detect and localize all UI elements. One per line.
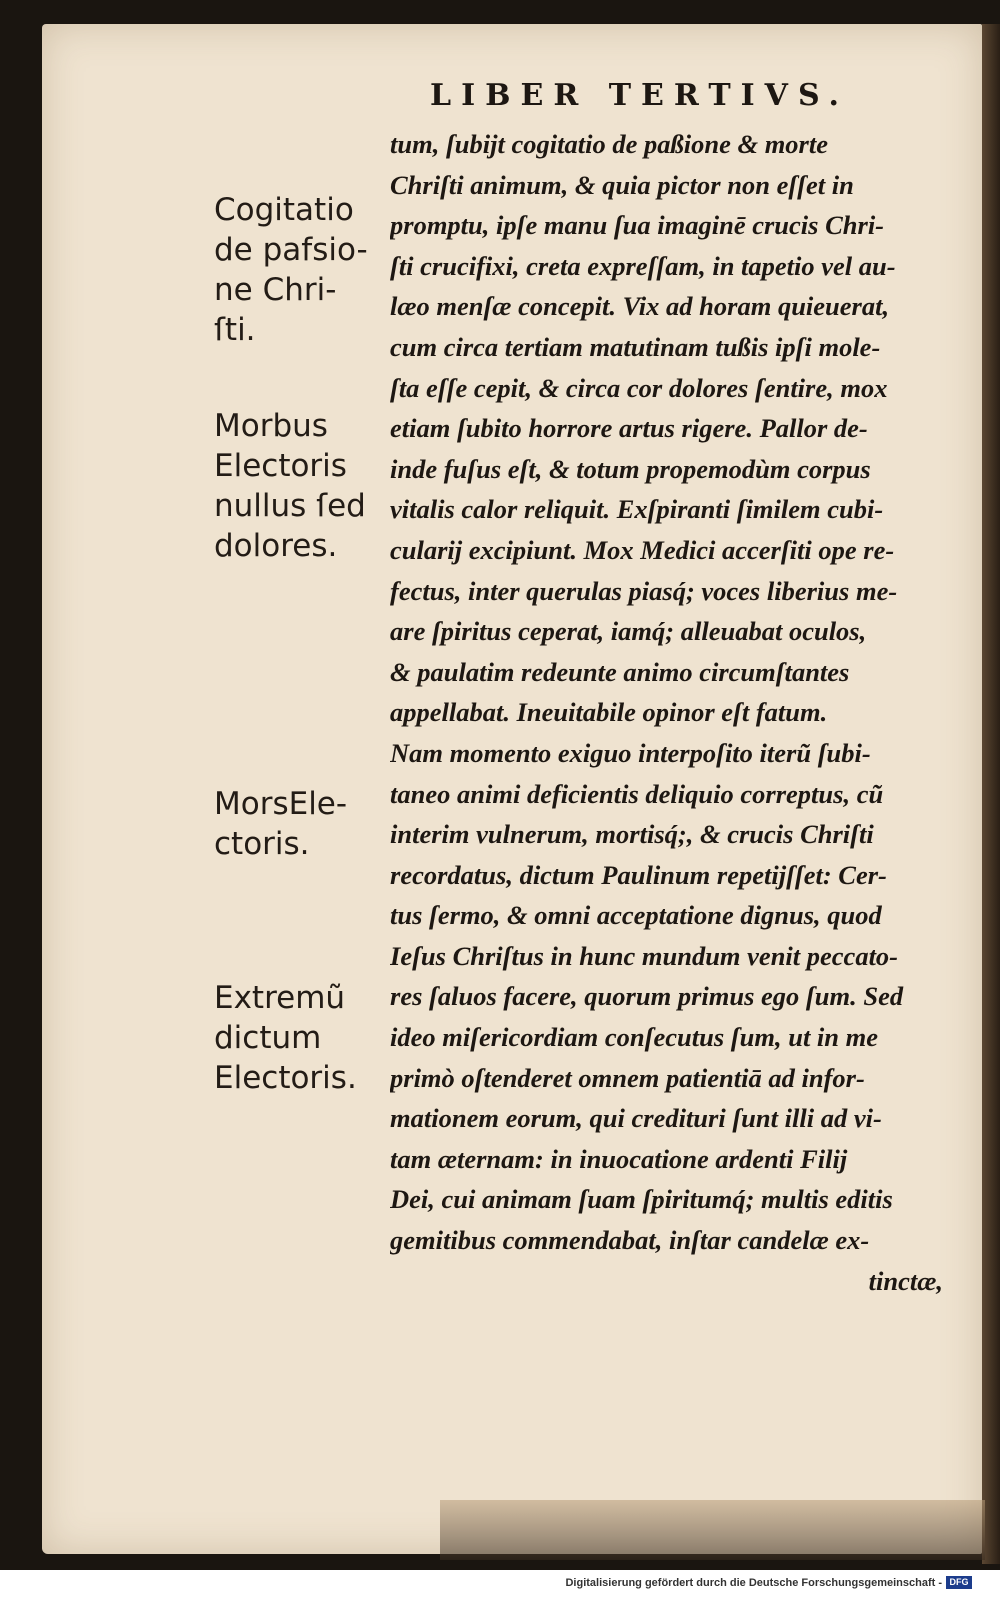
text-line: læo menſæ concepit. Vix ad horam quieuerat,	[390, 291, 890, 322]
text-line: mationem eorum, qui credituri ſunt illi ad vi-	[390, 1103, 882, 1134]
text-line: res ſaluos facere, quorum primus ego ſum. Sed	[390, 981, 904, 1012]
margin-note-cogitatio: Cogitatio de pafsio- ne Chri- ſti.	[214, 192, 368, 348]
catchword: tinctæ,	[868, 1265, 943, 1296]
funding-credit: Digitalisierung gefördert durch die Deutsche Forschungsgemeinschaft -	[565, 1577, 942, 1589]
margin-note-mors: MorsEle- ctoris.	[214, 786, 348, 862]
footer-bar	[0, 1570, 1000, 1597]
text-line: ſti crucifixi, creta expreſſam, in tapetio vel au-	[390, 250, 896, 281]
text-line: tam æternam: in inuocatione ardenti Filij	[390, 1143, 848, 1174]
text-line: Chriſti animum, & quia pictor non eſſet in	[390, 169, 854, 200]
margin-note-extremum: Extremũ dictum Electoris.	[214, 980, 357, 1096]
text-line: cum circa tertiam matutinam tußis ipſi mole-	[390, 331, 881, 362]
text-line: ſta eſſe cepit, & circa cor dolores ſentire, mox	[390, 372, 888, 403]
text-line: are ſpiritus ceperat, iamq́; alleuabat oculos,	[390, 616, 867, 647]
text-line: Nam momento exiguo interpoſito iterũ ſubi-	[390, 737, 871, 768]
text-line: cularij excipiunt. Mox Medici accerſiti ope re-	[390, 534, 895, 565]
text-line: vitalis calor reliquit. Exſpiranti ſimilem cubi-	[390, 494, 884, 525]
text-line: ideo miſericordiam conſecutus ſum, ut in me	[390, 1022, 879, 1053]
page-edge	[982, 24, 1000, 1564]
text-line: promptu, ipſe manu ſua imaginē crucis Chri-	[390, 210, 885, 241]
text-line: tum, ſubijt cogitatio de paßione & morte	[390, 129, 828, 159]
text-line: recordatus, dictum Paulinum repetijſſet: Cer-	[390, 859, 887, 890]
text-line: etiam ſubito horrore artus rigere. Pallor de-	[390, 413, 868, 444]
text-line: tus ſermo, & omni acceptatione dignus, quod	[390, 900, 882, 931]
text-line: interim vulnerum, mortisq́;, & crucis Chriſti	[390, 819, 874, 850]
text-line: appellabat. Ineuitabile opinor eſt fatum.	[390, 697, 828, 728]
dfg-logo: DFG	[946, 1576, 972, 1589]
text-line: primò oſtenderet omnem patientiā ad infor-	[390, 1062, 865, 1093]
text-line: Ieſus Chriſtus in hunc mundum venit peccato-	[390, 940, 899, 971]
body-text	[390, 124, 965, 1301]
text-line: fectus, inter querulas piasq́; voces liberius me-	[390, 575, 898, 606]
running-title: LIBER TERTIVS.	[430, 78, 849, 113]
margin-note-morbus: Morbus Electoris nullus ſed dolores.	[214, 408, 366, 564]
text-line: Dei, cui animam ſuam ſpiritumq́; multis editis	[390, 1184, 893, 1215]
text-line: taneo animi deficientis deliquio correptus, cũ	[390, 778, 884, 809]
text-line: inde fuſus eſt, & totum propemodùm corpus	[390, 453, 871, 484]
text-line: gemitibus commendabat, inſtar candelæ ex-	[390, 1225, 870, 1256]
text-line: & paulatim redeunte animo circumſtantes	[390, 656, 850, 687]
page-shadow	[440, 1500, 985, 1560]
